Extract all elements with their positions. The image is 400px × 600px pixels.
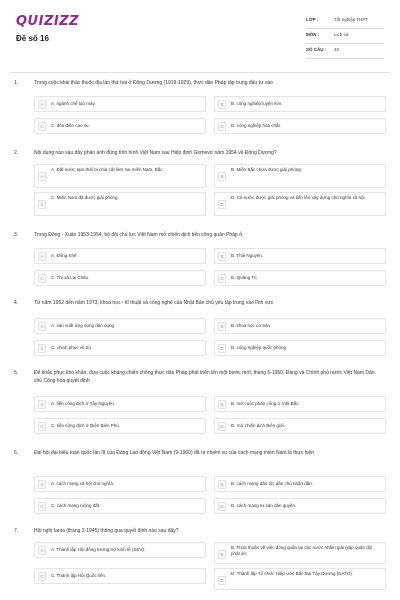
option-letter: B	[218, 550, 226, 559]
option-b[interactable]	[214, 318, 386, 334]
option-b[interactable]	[214, 542, 386, 564]
option-b[interactable]	[214, 164, 386, 188]
option-d[interactable]	[214, 340, 386, 356]
option-text: D. cách mạng tư sản dân quyền.	[231, 503, 297, 508]
meta-info-box	[306, 14, 384, 59]
meta-value: 40	[334, 47, 340, 52]
option-letter: A	[38, 322, 46, 331]
option-letter: B	[218, 480, 226, 489]
option-text: B. Miền Bắc chưa được giải phóng.	[231, 167, 303, 172]
option-text: A. ngành chế tạo máy.	[51, 101, 96, 106]
option-d[interactable]	[214, 568, 386, 590]
option-c[interactable]	[34, 340, 206, 356]
meta-row-subject	[306, 29, 384, 44]
option-letter: D	[218, 344, 226, 353]
option-letter: A	[38, 252, 46, 261]
option-letter: D	[218, 200, 226, 209]
option-letter: C	[38, 122, 46, 131]
page-title: Đề số 16	[16, 34, 49, 43]
option-c[interactable]	[34, 568, 206, 584]
option-a[interactable]	[34, 396, 206, 412]
question-number: 4.	[14, 300, 19, 306]
option-text: D. công nghiệp hóa chất.	[231, 123, 282, 128]
option-text: B. Thái Nguyên.	[231, 253, 264, 258]
question-number: 6.	[14, 450, 19, 456]
option-c[interactable]	[34, 498, 206, 514]
option-text: B. Thỏa thuận về việc đóng quân tại các nước nhằm giải giáp quân đội phát xít.	[231, 545, 373, 556]
option-letter: B	[218, 322, 226, 331]
meta-row-count	[306, 44, 384, 59]
option-text: D. mở chiến dịch Biên giới.	[231, 423, 286, 428]
option-c[interactable]	[34, 418, 206, 434]
option-letter: D	[218, 576, 226, 585]
option-a[interactable]	[34, 542, 206, 558]
header-divider	[10, 72, 390, 73]
meta-label: LỚP :	[306, 17, 319, 22]
option-d[interactable]	[214, 192, 386, 216]
option-letter: B	[218, 172, 226, 181]
option-letter: C	[38, 502, 46, 511]
option-text: D. Cả nước được giải phóng và tiến lên xây dựng chủ nghĩa xã hội.	[231, 195, 366, 200]
option-d[interactable]	[214, 418, 386, 434]
option-letter: A	[38, 546, 46, 555]
question-text: Để khắc phục khó khăn, đưa cuộc kháng chiến chống thực dân Pháp phát triển lên một bước mới, tháng 6-1950, Đảng và Chính phủ nước Việt Nam Dân chủ Cộng hòa quyết định	[34, 370, 375, 384]
option-text: C. cách mạng ruộng đất.	[51, 503, 101, 508]
option-a[interactable]	[34, 248, 206, 264]
option-d[interactable]	[214, 270, 386, 286]
question-number: 1.	[14, 80, 19, 86]
option-text: B. công nghiệp luyện kim.	[231, 101, 283, 106]
question-text: Hội nghị Ianta (tháng 2-1945) thông qua quyết định nào sau đây?	[34, 528, 179, 534]
question-text: Trong Đông - Xuân 1953-1954, bộ đội chủ lực Việt Nam mở chiến dịch tiến công quân Pháp ở	[34, 232, 243, 238]
option-text: D. Quảng Trị.	[231, 275, 258, 280]
option-a[interactable]	[34, 318, 206, 334]
option-letter: A	[38, 480, 46, 489]
option-text: C. Thị xã Lai Châu.	[51, 275, 90, 280]
question-text: Đại hội đại biểu toàn quốc lần III của Đảng Lao động Việt Nam (9-1960) đã ra nhiệm vụ của cách mạng miền Nam là thực hiện	[34, 450, 315, 456]
option-text: C. tiến công địch ở Điện Biên Phủ.	[51, 423, 120, 428]
option-letter: B	[218, 100, 226, 109]
option-letter: D	[218, 502, 226, 511]
option-letter: A	[38, 172, 46, 181]
option-text: A. sản xuất ứng dụng dân dụng.	[51, 323, 116, 328]
option-text: C. Miền Nam đã được giải phóng.	[51, 195, 119, 200]
option-letter: C	[38, 274, 46, 283]
option-letter: C	[38, 344, 46, 353]
question-number: 7.	[14, 528, 19, 534]
option-text: A. Thành lập Hội đồng tương trợ kinh tế (SEV).	[51, 547, 146, 552]
option-text: C. chinh phục vũ trụ.	[51, 345, 93, 350]
meta-value: Tốt nghiệp THPT	[334, 17, 369, 22]
option-text: D. công nghiệp quốc phòng.	[231, 345, 288, 350]
option-a[interactable]	[34, 96, 206, 112]
option-text: A. tiến công địch ở Tây Nguyên.	[51, 401, 116, 406]
option-letter: A	[38, 100, 46, 109]
page-header	[16, 12, 384, 56]
option-c[interactable]	[34, 192, 206, 216]
meta-label: SỐ CÂU :	[306, 47, 327, 52]
option-b[interactable]	[214, 396, 386, 412]
option-letter: C	[38, 422, 46, 431]
meta-value: Lịch sử	[334, 32, 349, 37]
question-number: 2.	[14, 150, 19, 156]
option-b[interactable]	[214, 248, 386, 264]
question-text: Nội dung nào sau đây phản ánh đúng tình hình Việt Nam sau Hiệp định Giơnevơ năm 1954 về Đông Dương?	[34, 150, 277, 156]
option-letter: A	[38, 400, 46, 409]
meta-label: MÔN :	[306, 32, 320, 37]
option-b[interactable]	[214, 96, 386, 112]
option-text: C. đồn điền cao su.	[51, 123, 90, 128]
option-text: B. cách mạng dân tộc dân chủ nhân dân.	[231, 481, 314, 486]
option-d[interactable]	[214, 498, 386, 514]
question-text: Từ năm 1952 đến năm 1973, khoa học - kĩ thuật và công nghệ của Nhật Bản chủ yếu tập trung vào lĩnh vực	[34, 300, 274, 306]
question-number: 3.	[14, 232, 19, 238]
option-a[interactable]	[34, 164, 206, 188]
meta-row-class	[306, 14, 384, 29]
option-b[interactable]	[214, 476, 386, 492]
option-a[interactable]	[34, 476, 206, 492]
option-text: D. Thành lập Tổ chức Hiệp ước Bắc Đại Tây Dương (NATO).	[231, 571, 354, 576]
option-letter: B	[218, 252, 226, 261]
option-d[interactable]	[214, 118, 386, 134]
question-number: 5.	[14, 370, 19, 376]
option-letter: C	[38, 200, 46, 209]
option-text: A. Đất nước tạm thời bị chia cắt làm hai miền Nam, Bắc.	[51, 167, 164, 172]
option-c[interactable]	[34, 118, 206, 134]
option-c[interactable]	[34, 270, 206, 286]
option-text: A. cách mạng xã hội chủ nghĩa.	[51, 481, 115, 486]
option-letter: D	[218, 274, 226, 283]
option-text: C. Thành lập Hội Quốc liên.	[51, 573, 107, 578]
option-text: B. mở cuộc phản công ở Việt Bắc.	[231, 401, 300, 406]
option-letter: C	[38, 572, 46, 581]
option-letter: D	[218, 122, 226, 131]
question-text: Trong cuộc khai thác thuộc địa lần thứ hai ở Đông Dương (1919-1929), thực dân Pháp tập trung đầu tư vào	[34, 80, 273, 86]
option-letter: D	[218, 422, 226, 431]
option-letter: B	[218, 400, 226, 409]
option-text: A. Đông Khê.	[51, 253, 78, 258]
quizizz-logo: QUIZIZZ	[16, 14, 80, 29]
option-text: B. khoa học cơ bản.	[231, 323, 272, 328]
